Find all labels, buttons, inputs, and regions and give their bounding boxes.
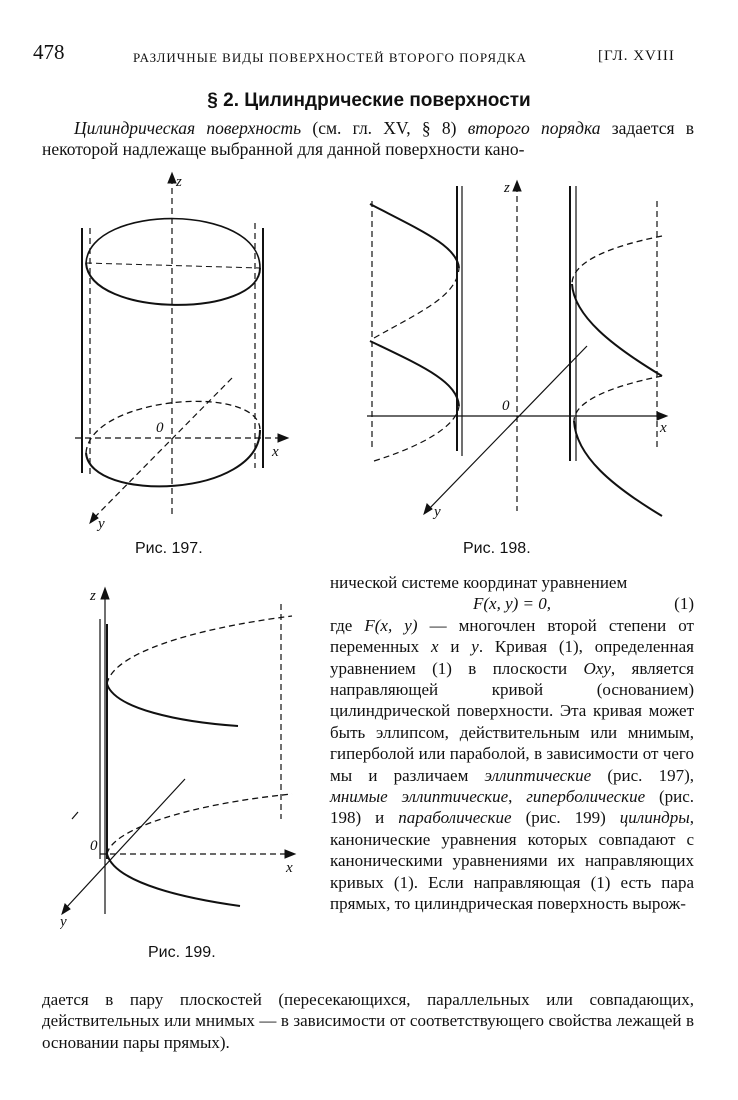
fig198-label-o: 0 [502,398,510,414]
fig197-top-chord [86,263,260,268]
fig198-bot-right-branch-lower [574,421,662,516]
intro-term: Цилиндрическая поверхность [74,118,302,138]
fig199-caption: Рис. 199. [148,944,216,961]
figure-198 [362,176,687,526]
fig198-bot-left-branch-lower [374,406,459,461]
fig197-label-z: z [176,174,182,190]
running-title: РАЗЛИЧНЫЕ ВИДЫ ПОВЕРХНОСТЕЙ ВТОРОГО ПОРЯДКА [133,50,527,65]
fig199-label-x: x [286,860,293,876]
equation-1-body: F(x, y) = 0, [472,594,552,614]
fig198-label-x: x [660,420,667,436]
col-t1: где [330,615,365,635]
intro-text-2: задается в некоторой надлежаще выбранной для данной поверхности кано- [42,118,694,159]
fig198-top-right-branch-upper [572,236,662,284]
col-t8: (рис. 198) и [330,787,695,828]
fig198-label-z: z [504,180,510,196]
fig199-label-y: y [60,914,67,929]
fig197-y-axis [92,378,232,520]
col-f-expr: F(x, y) [364,615,418,635]
fig197-caption: Рис. 197. [135,540,203,557]
fig197-label-y: y [98,516,105,532]
fig197-top-ellipse-back [86,219,260,268]
fig199-top-parabola-lower [107,684,238,726]
column-text [330,572,694,915]
fig198-label-y: y [434,504,441,520]
col-t9: (рис. 199) [511,808,620,828]
col-t6: (рис. 197), [591,765,694,785]
col-var-y: y [471,637,479,657]
fig197-x-arrow [278,434,288,442]
col-oxy: Oxy [583,658,611,678]
col-t3: и [438,637,472,657]
column-body [330,615,694,915]
fig199-bot-parabola-upper [107,794,292,854]
page-number: 478 [33,40,65,64]
fig198-bot-right-branch-upper [574,376,662,421]
col-var-x: x [430,637,439,657]
col-t4: . Кривая (1), определенная уравнением (1) в плоскости [330,637,694,678]
equation-1 [330,593,694,614]
chapter-marker: [ГЛ. XVIII [598,48,675,64]
col-t10: , канонические уравнения которых совпадают с каноническими уравнениями их направляющих кривых (1). Если направляющая (1) есть пара прямых, то цилиндрическая поверхность вырож- [330,808,694,914]
fig199-extra-mark-1 [72,812,78,819]
fig198-y-arrow [424,504,432,514]
col-t5: , является направляющей кривой (основанием) цилиндрической поверхности. Эта кривая может быть эллипсом, действительным или мнимым, гиперболой или параболой, в зависимости от чего мы и различаем [330,658,694,785]
figure-197 [60,168,305,533]
fig199-label-z: z [90,588,96,604]
fig198-x-arrow [657,412,667,420]
fig198-y-axis [427,346,587,511]
fig198-z-arrow [513,181,521,191]
fig199-y-axis [65,779,185,909]
fig198-top-left-branch-upper [370,204,459,268]
fig197-label-o: 0 [156,420,164,436]
fig198-caption: Рис. 198. [463,540,531,557]
col-k1: эллиптические [484,765,592,785]
fig197-bottom-ellipse-back [86,401,260,453]
fig198-bot-left-branch-upper [370,341,459,406]
fig199-x-arrow [285,850,295,858]
intro-text-1: (см. гл. XV, § 8) [301,118,468,138]
col-k3: гиперболические [526,787,646,807]
figure-199 [60,584,310,929]
col-t2: — многочлен второй степени от переменных [330,615,694,657]
fig197-z-arrow [168,173,176,183]
fig199-top-parabola-upper [107,616,292,684]
fig198-top-left-branch-lower [374,268,459,338]
equation-1-number: (1) [674,594,694,614]
section-title: § 2. Цилиндрические поверхности [207,90,531,111]
fig199-label-o: 0 [90,838,98,854]
col-t7: , [508,787,527,807]
intro-term-2: второго порядка [467,118,601,138]
col-k2: мнимые эллиптические [330,787,509,807]
fig197-label-x: x [272,444,279,460]
column-lead: нической системе координат уравнением [330,573,628,592]
col-k4: параболические [398,808,512,828]
col-k5: цилиндры [619,808,690,828]
fig199-bot-parabola-lower [107,854,240,906]
fig197-top-ellipse-front [86,263,260,305]
fig198-top-right-branch-lower [572,284,662,376]
tail-paragraph: дается в пару плоскостей (пересекающихся, параллельных или совпадающих, действительных или мнимых — в зависимости от соответствующего свойства лежащей в основании пары прямых). [42,990,694,1052]
intro-paragraph [42,118,694,160]
fig199-z-arrow [101,588,109,599]
